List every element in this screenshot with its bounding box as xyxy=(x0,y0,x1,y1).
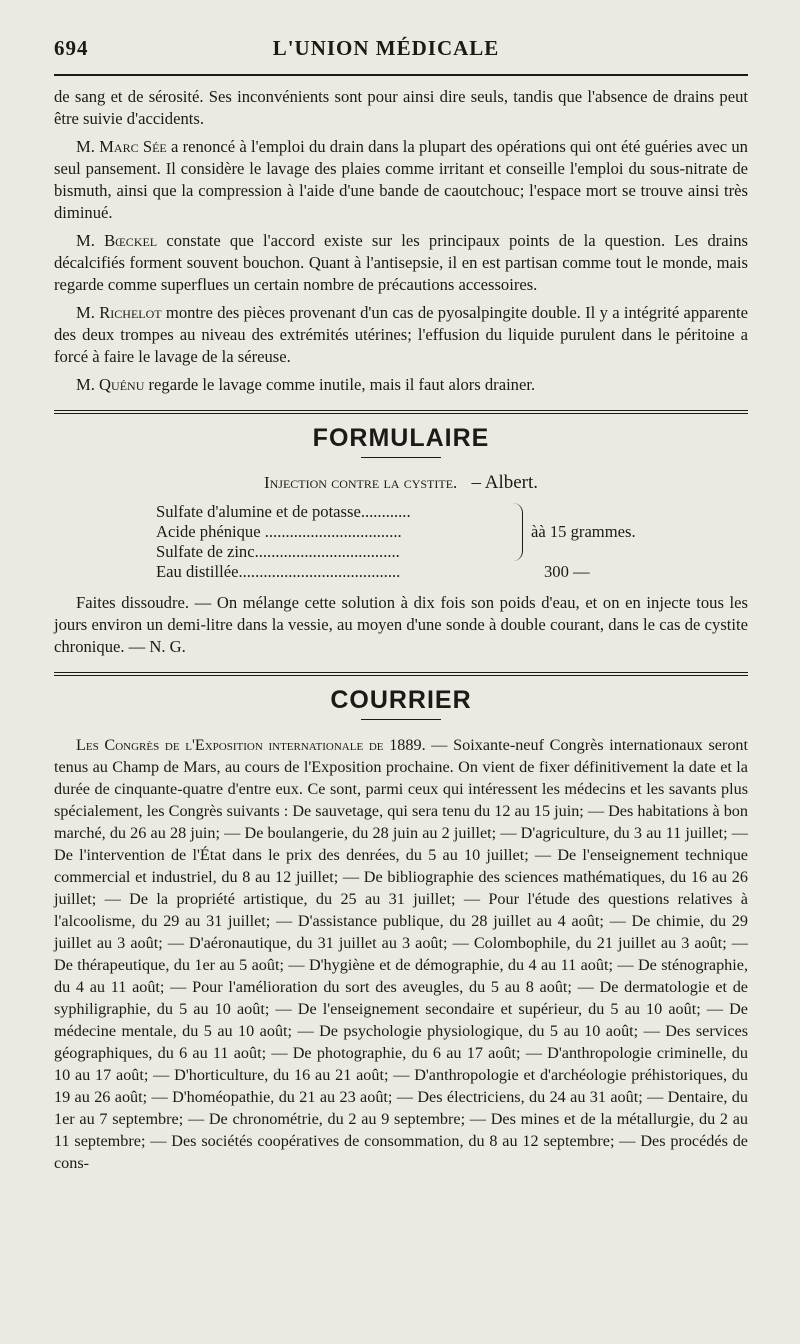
brace xyxy=(508,503,523,561)
courrier-paragraph xyxy=(54,734,748,1174)
journal-title: L'UNION MÉDICALE xyxy=(272,36,500,60)
recipe-title xyxy=(54,472,748,494)
speaker-name: M. Richelot xyxy=(76,303,162,322)
speaker-name: M. Marc Sée xyxy=(76,137,167,156)
paragraph-text: constate que l'accord existe sur les principaux points de la question. Les drains décalcifiés forment souvent bouchon. Quant à l'antisepsie, il en est partisan comme tout le monde, mais regarde comme superflues un certain nombre de précautions accessoires. xyxy=(54,231,748,294)
heading-underline xyxy=(361,457,441,458)
paragraph-text: a renoncé à l'emploi du drain dans la plupart des opérations qui ont été guéries avec un seul pansement. Il considère le lavage des plaies comme irritant et conseille l'emploi du sous-nitrate de bismuth, ainsi que la compression à l'aide d'une bande de caoutchouc; l'espace mort se trouve ainsi très diminué. xyxy=(54,137,748,222)
section-divider xyxy=(54,410,748,414)
discussion-section xyxy=(54,86,748,396)
page-number: 694 xyxy=(54,36,89,60)
ingredient-item xyxy=(156,562,748,582)
ingredient-group xyxy=(156,502,748,562)
ingredient-item: Sulfate de zinc................................... xyxy=(156,542,400,561)
speaker-name: M. Quénu xyxy=(76,375,145,394)
section-divider xyxy=(54,672,748,676)
courrier-heading: COURRIER xyxy=(330,686,472,714)
formulaire-heading: FORMULAIRE xyxy=(312,424,490,452)
courrier-text: — Soixante-neuf Congrès internationaux seront tenus au Champ de Mars, au cours de l'Exposition prochaine. On vient de fixer définitivement la date et la durée de cinquante-quatre d'entre eux. Ce sont, parmi ceux qui intéressent les médecins et les savants plus spécialement, les Congrès suivants : De sauvetage, qui sera tenu du 12 au 15 juin; — Des habitations à bon marché, du 26 au 28 juin; — De boulangerie, du 28 juin au 2 juillet; — D'agriculture, du 3 au 11 juillet; — De l'intervention de l'État dans le prix des denrées, du 5 au 10 juillet; — De l'enseignement technique commercial et industriel, du 8 au 12 juillet; — De bibliographie des sciences mathématiques, du 16 au 26 juillet; — De la propriété artistique, du 25 au 31 juillet; — Pour l'étude des questions relatives à l'alcoolisme, du 29 au 31 juillet; — D'assistance publique, du 28 juillet au 4 août; — De chimie, du 29 juillet au 3 août; — D'aéronautique, du 31 juillet au 3 août; — Colombophile, du 21 juillet au 3 août; — De thérapeutique, du 1er au 5 août; — D'hygiène et de démographie, du 4 au 11 août; — De sténographie, du 4 au 11 août; — Pour l'amélioration du sort des aveugles, du 5 au 8 août; — De dermatologie et de syphiligraphie, du 5 au 10 août; — De l'enseignement secondaire et supérieur, du 5 au 10 août; — De médecine mentale, du 5 au 10 août; — De psychologie physiologique, du 5 au 10 août; — Des services géographiques, du 6 au 11 août; — De photographie, du 6 au 17 août; — D'anthropologie criminelle, du 10 au 17 août; — D'horticulture, du 16 au 21 août; — D'anthropologie et d'archéologie préhistoriques, du 19 au 26 août; — D'homéopathie, du 21 au 23 août; — Des électriciens, du 24 au 31 août; — Dentaire, du 1er au 7 septembre; — De chronométrie, du 2 au 9 septembre; — Des mines et de la métallurgie, du 2 au 11 septembre; — Des sociétés coopératives de consommation, du 8 au 12 septembre; — Des procédés de cons- xyxy=(54,736,749,1172)
recipe-author: – Albert. xyxy=(471,472,539,493)
preparation-note: Faites dissoudre. — On mélange cette solution à dix fois son poids d'eau, et on en injecte tous les jours environ un demi-litre dans la vessie, au moyen d'une sonde à double courant, dans le cas de cystite chronique. — N. G. xyxy=(54,593,748,656)
ingredient-water: Eau distillée....................................... xyxy=(156,562,401,581)
paragraph-text: montre des pièces provenant d'un cas de pyosalpingite double. Il y a intégrité apparente des deux trompes au niveau des extrémités utérines; l'effusion du liquide purulent dans le péritoine a forcé à faire le lavage de la séreuse. xyxy=(54,303,748,366)
ingredient-item: Acide phénique ................................. xyxy=(156,522,402,541)
heading-underline xyxy=(361,719,441,720)
paragraph-text: regarde le lavage comme inutile, mais il faut alors drainer. xyxy=(144,375,536,394)
ingredient-item: Sulfate d'alumine et de potasse............ xyxy=(156,502,411,521)
paragraph-1: de sang et de sérosité. Ses inconvénients sont pour ainsi dire seuls, tandis que l'absence de drains peut être suivie d'accidents. xyxy=(54,87,748,128)
group-dose: àà 15 grammes. xyxy=(531,522,636,541)
ingredient-list xyxy=(156,502,748,582)
paragraph-3 xyxy=(54,230,748,296)
header-rule xyxy=(54,74,748,76)
courrier-lead: Les Congrès de l'Exposition internationale de 1889. xyxy=(76,736,426,754)
formulaire-section xyxy=(54,424,748,658)
paragraph-4 xyxy=(54,302,748,368)
courrier-section xyxy=(54,686,748,1174)
paragraph-5 xyxy=(54,374,748,396)
page-header xyxy=(54,36,748,72)
paragraph-2 xyxy=(54,136,748,224)
speaker-name: M. Bœckel xyxy=(76,231,158,250)
recipe-name: Injection contre la cystite. xyxy=(263,473,458,492)
water-dose: 300 — xyxy=(544,562,590,581)
